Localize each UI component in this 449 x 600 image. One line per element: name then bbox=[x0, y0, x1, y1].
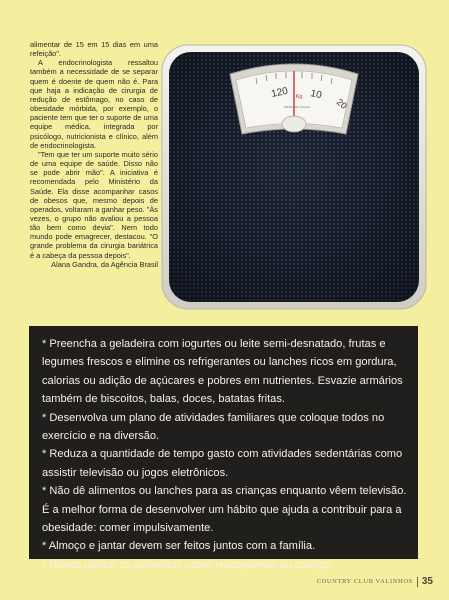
dial-unit: Kg bbox=[296, 94, 303, 100]
tip-item: * Almoço e jantar devem ser feitos juntos com a família. bbox=[42, 540, 316, 553]
dial-number-20: 20 bbox=[334, 96, 349, 111]
tip-item: * Preencha a geladeira com iogurtes ou leite semi-desnatado, frutas e legumes frescos e elimine os refrigerantes ou lanches ricos em gordura, calorias ou adição de açúcares e pobres em nutrientes. Esvazie armários também de biscoitos, balas, doces, batatas fritas. bbox=[42, 338, 403, 406]
dial-small-text: WEIGHING SCALE bbox=[284, 105, 311, 109]
bathroom-scale-photo bbox=[160, 42, 428, 312]
article-paragraph: "Tem que ter um suporte muito sério de uma equipe de saúde. Disso não se pode abrir mão". A iniciativa é recomendada pelo Ministério da Saúde. Ela disse acompanhar casos de obesos que, mesmo depois de operados, voltaram a ganhar peso. "Às vezes, o grupo não avaliou a pessoa tão bem como devia". Nem todo mundo pode emagrecer, destacou. "O grande problema da cirurgia bariátrica é a cabeça da pessoa depois". bbox=[30, 149, 158, 260]
article-paragraph: alimentar de 15 em 15 dias em uma refeição". bbox=[30, 40, 158, 59]
bathroom-scale-image bbox=[160, 42, 428, 312]
tip-item: * Desenvolva um plano de atividades familiares que coloque todos no exercício e na diversão. bbox=[42, 411, 385, 443]
article-column bbox=[30, 40, 158, 269]
page-footer bbox=[317, 576, 433, 587]
tip-item: * Reduza a quantidade de tempo gasto com atividades sedentárias como assistir televisão ou jogos eletrônicos. bbox=[42, 448, 403, 479]
dial-number-10: 10 bbox=[309, 88, 323, 102]
dial-knob bbox=[282, 116, 306, 132]
page-number: 35 bbox=[421, 576, 433, 587]
tip-item: * Nunca utilizar os alimentos como recompensa ou castigo. bbox=[42, 558, 334, 571]
dial-number-120: 120 bbox=[270, 85, 289, 100]
footer-divider bbox=[417, 577, 418, 587]
article-paragraph: A endocrinologista ressaltou também a necessidade de se separar quem é doente de quem não é. Para que haja a indicação de cirurgia de redução de estômago, no caso de obesidade mórbida, por exemplo, o paciente tem que ter o suporte de uma equipe médica, integrada por psicólogo, nutricionista e clínico, além de endocrinologista. bbox=[30, 58, 158, 150]
tips-box bbox=[29, 326, 418, 571]
article-credit: Alana Gandra, da Agência Brasil bbox=[51, 259, 158, 269]
tip-item: * Não dê alimentos ou lanches para as crianças enquanto vêem televisão. É a melhor forma de desenvolver um hábito que ajuda a contribuir para a obesidade: comer impulsivamente. bbox=[42, 485, 407, 535]
magazine-name: COUNTRY CLUB VALINHOS bbox=[316, 578, 413, 585]
